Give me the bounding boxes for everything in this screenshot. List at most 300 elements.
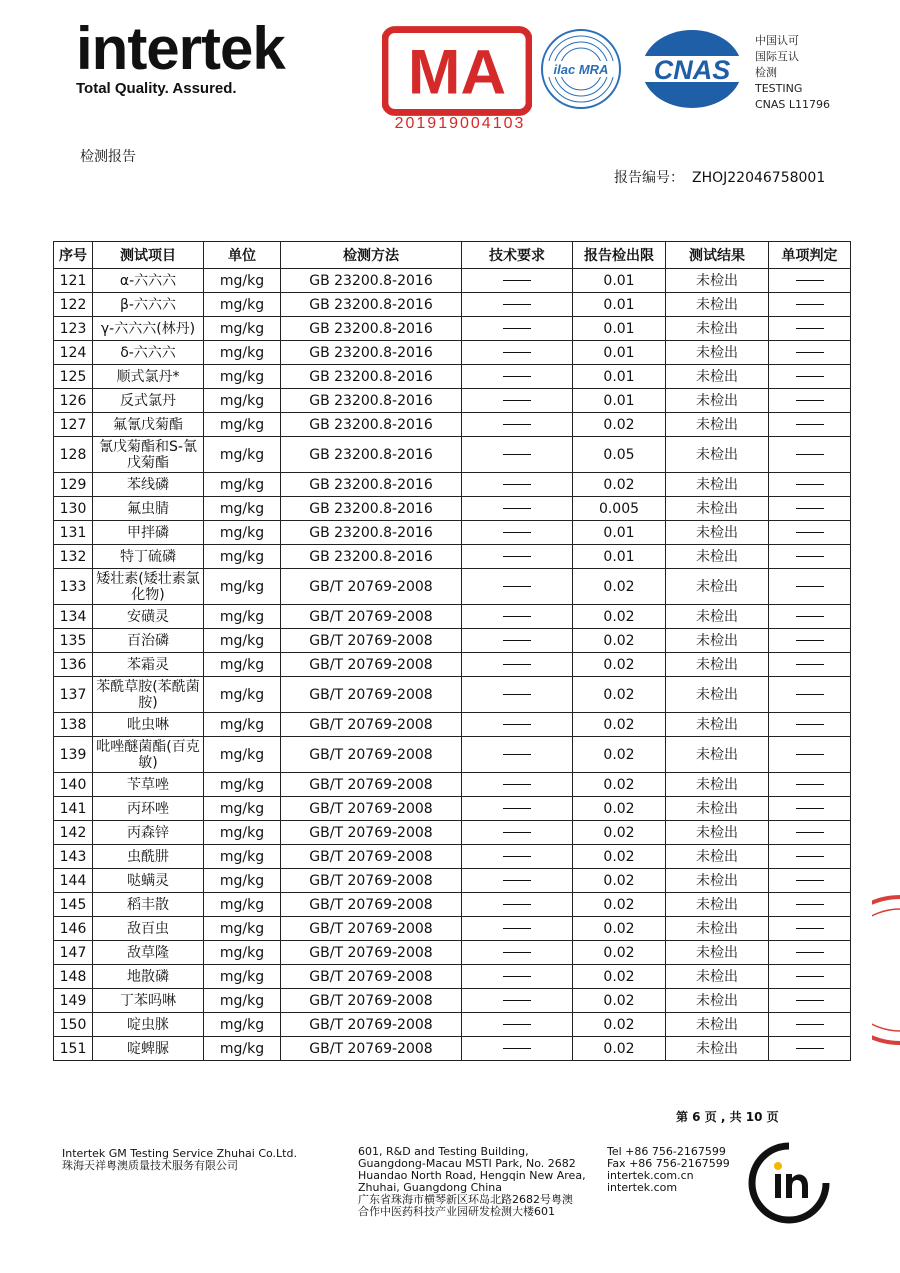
table-row [54, 365, 851, 389]
dash-line [503, 976, 531, 977]
cell-limit: 0.02 [573, 965, 666, 989]
cell-requirement [462, 1013, 573, 1037]
cell-requirement [462, 269, 573, 293]
dash-line [503, 754, 531, 755]
dash-line [503, 280, 531, 281]
cell-no: 143 [54, 845, 93, 869]
logo-tagline: Total Quality. Assured. [76, 80, 237, 97]
cell-no: 139 [54, 737, 93, 773]
cell-verdict [769, 821, 851, 845]
cell-method: GB/T 20769-2008 [281, 821, 462, 845]
cell-requirement [462, 629, 573, 653]
cell-no: 123 [54, 317, 93, 341]
cell-item: α-六六六 [93, 269, 204, 293]
cell-item: 氰戊菊酯和S-氰戊菊酯 [93, 437, 204, 473]
cell-method: GB/T 20769-2008 [281, 797, 462, 821]
cell-limit: 0.01 [573, 521, 666, 545]
cell-method: GB/T 20769-2008 [281, 965, 462, 989]
cell-method: GB 23200.8-2016 [281, 413, 462, 437]
cell-method: GB/T 20769-2008 [281, 677, 462, 713]
cell-requirement [462, 473, 573, 497]
cell-verdict [769, 797, 851, 821]
cell-verdict [769, 413, 851, 437]
cell-limit: 0.02 [573, 605, 666, 629]
cnas-label: CNAS [653, 55, 731, 85]
cell-item: 矮壮素(矮壮素氯化物) [93, 569, 204, 605]
col-header-requirement: 技术要求 [462, 242, 573, 269]
cell-unit: mg/kg [204, 677, 281, 713]
cell-requirement [462, 365, 573, 389]
cell-verdict [769, 1013, 851, 1037]
cell-requirement [462, 893, 573, 917]
cell-result: 未检出 [666, 365, 769, 389]
cell-no: 129 [54, 473, 93, 497]
cell-result: 未检出 [666, 569, 769, 605]
cnas-text-line: TESTING [755, 82, 803, 95]
dash-line [796, 532, 824, 533]
cell-unit: mg/kg [204, 293, 281, 317]
cell-no: 147 [54, 941, 93, 965]
footer-address [358, 1146, 586, 1218]
cell-item: 百治磷 [93, 629, 204, 653]
cell-limit: 0.01 [573, 389, 666, 413]
dash-line [503, 454, 531, 455]
footer-fax: Fax +86 756-2167599 [607, 1157, 730, 1170]
cell-result: 未检出 [666, 341, 769, 365]
cell-no: 137 [54, 677, 93, 713]
cell-result: 未检出 [666, 917, 769, 941]
dash-line [796, 664, 824, 665]
dash-line [503, 1000, 531, 1001]
col-header-result: 测试结果 [666, 242, 769, 269]
cell-item: 哒螨灵 [93, 869, 204, 893]
cell-unit: mg/kg [204, 893, 281, 917]
footer-address-line: 广东省珠海市横琴新区环岛北路2682号粤澳 [358, 1193, 573, 1206]
table-header-row [54, 242, 851, 269]
dash-line [796, 586, 824, 587]
table-row [54, 269, 851, 293]
cell-limit: 0.02 [573, 773, 666, 797]
dash-line [796, 1024, 824, 1025]
dash-line [796, 928, 824, 929]
footer-address-line: Huandao North Road, Hengqin New Area, [358, 1169, 586, 1182]
cell-verdict [769, 893, 851, 917]
cell-limit: 0.02 [573, 797, 666, 821]
cell-no: 136 [54, 653, 93, 677]
cell-no: 128 [54, 437, 93, 473]
col-header-no: 序号 [54, 242, 93, 269]
cell-requirement [462, 1037, 573, 1061]
col-header-unit: 单位 [204, 242, 281, 269]
dash-line [796, 1000, 824, 1001]
cell-unit: mg/kg [204, 497, 281, 521]
cell-requirement [462, 989, 573, 1013]
dash-line [503, 694, 531, 695]
table-row [54, 389, 851, 413]
cell-limit: 0.01 [573, 269, 666, 293]
cell-requirement [462, 521, 573, 545]
cell-requirement [462, 653, 573, 677]
cell-verdict [769, 653, 851, 677]
table-row [54, 941, 851, 965]
cell-method: GB/T 20769-2008 [281, 737, 462, 773]
cell-limit: 0.02 [573, 737, 666, 773]
cell-unit: mg/kg [204, 545, 281, 569]
cell-result: 未检出 [666, 797, 769, 821]
cell-requirement [462, 341, 573, 365]
cell-item: 丁苯吗啉 [93, 989, 204, 1013]
cell-result: 未检出 [666, 545, 769, 569]
dash-line [796, 784, 824, 785]
cell-requirement [462, 869, 573, 893]
dash-line [503, 952, 531, 953]
cell-no: 144 [54, 869, 93, 893]
cell-item: 特丁硫磷 [93, 545, 204, 569]
cell-result: 未检出 [666, 437, 769, 473]
dash-line [796, 556, 824, 557]
table-body [54, 269, 851, 1061]
table-row [54, 893, 851, 917]
cell-no: 151 [54, 1037, 93, 1061]
table-row [54, 713, 851, 737]
dash-line [503, 784, 531, 785]
cell-verdict [769, 941, 851, 965]
footer-address-line: Guangdong-Macau MSTI Park, No. 2682 [358, 1157, 576, 1170]
cell-unit: mg/kg [204, 437, 281, 473]
cnas-text-line: CNAS L11796 [755, 98, 831, 111]
cell-result: 未检出 [666, 1013, 769, 1037]
dash-line [503, 352, 531, 353]
table-row [54, 629, 851, 653]
report-number [614, 167, 825, 187]
dash-line [503, 484, 531, 485]
cell-item: 氟虫腈 [93, 497, 204, 521]
dash-line [503, 724, 531, 725]
cell-method: GB 23200.8-2016 [281, 545, 462, 569]
cell-unit: mg/kg [204, 473, 281, 497]
dash-line [503, 376, 531, 377]
dash-line [796, 484, 824, 485]
cell-verdict [769, 629, 851, 653]
cell-unit: mg/kg [204, 413, 281, 437]
cell-method: GB/T 20769-2008 [281, 773, 462, 797]
dash-line [503, 1048, 531, 1049]
cell-result: 未检出 [666, 965, 769, 989]
cell-unit: mg/kg [204, 821, 281, 845]
cell-method: GB/T 20769-2008 [281, 713, 462, 737]
official-stamp-icon [872, 895, 900, 1045]
cell-requirement [462, 545, 573, 569]
cell-no: 141 [54, 797, 93, 821]
dash-line [503, 400, 531, 401]
cell-limit: 0.02 [573, 941, 666, 965]
cell-unit: mg/kg [204, 341, 281, 365]
table-row [54, 521, 851, 545]
cell-result: 未检出 [666, 989, 769, 1013]
table-row [54, 773, 851, 797]
cell-no: 133 [54, 569, 93, 605]
cell-no: 142 [54, 821, 93, 845]
cell-no: 132 [54, 545, 93, 569]
cell-verdict [769, 845, 851, 869]
cell-requirement [462, 293, 573, 317]
cell-unit: mg/kg [204, 569, 281, 605]
cma-number: 201919004103 [394, 115, 526, 132]
cell-no: 125 [54, 365, 93, 389]
cnas-logo-icon [640, 28, 744, 110]
cell-verdict [769, 569, 851, 605]
cell-limit: 0.02 [573, 413, 666, 437]
cell-unit: mg/kg [204, 1037, 281, 1061]
table-row [54, 1013, 851, 1037]
cell-requirement [462, 965, 573, 989]
table-row [54, 473, 851, 497]
cell-item: 吡虫啉 [93, 713, 204, 737]
cell-unit: mg/kg [204, 941, 281, 965]
table-row [54, 797, 851, 821]
cma-seal-icon [382, 26, 532, 116]
cell-item: 敌草隆 [93, 941, 204, 965]
cell-no: 146 [54, 917, 93, 941]
dash-line [503, 586, 531, 587]
dash-line [503, 616, 531, 617]
table-row [54, 965, 851, 989]
cell-no: 134 [54, 605, 93, 629]
footer-address-line: 601, R&D and Testing Building, [358, 1145, 529, 1158]
cell-verdict [769, 965, 851, 989]
footer-company [62, 1148, 297, 1172]
table-row [54, 545, 851, 569]
cell-verdict [769, 1037, 851, 1061]
cell-item: β-六六六 [93, 293, 204, 317]
cnas-text-line: 国际互认 [755, 50, 799, 63]
table-row [54, 677, 851, 713]
cell-limit: 0.01 [573, 317, 666, 341]
cell-result: 未检出 [666, 845, 769, 869]
cell-item: 地散磷 [93, 965, 204, 989]
cell-verdict [769, 605, 851, 629]
cell-method: GB 23200.8-2016 [281, 317, 462, 341]
cell-verdict [769, 473, 851, 497]
cell-result: 未检出 [666, 677, 769, 713]
cell-no: 127 [54, 413, 93, 437]
cell-limit: 0.05 [573, 437, 666, 473]
table-row [54, 845, 851, 869]
cell-requirement [462, 917, 573, 941]
footer-company-line: 珠海天祥粤澳质量技术服务有限公司 [62, 1159, 238, 1172]
dash-line [503, 328, 531, 329]
dash-line [503, 532, 531, 533]
dash-line [503, 808, 531, 809]
dash-line [796, 856, 824, 857]
cell-no: 122 [54, 293, 93, 317]
dash-line [503, 832, 531, 833]
cell-limit: 0.02 [573, 821, 666, 845]
cell-requirement [462, 737, 573, 773]
cell-no: 135 [54, 629, 93, 653]
table-row [54, 653, 851, 677]
cell-result: 未检出 [666, 269, 769, 293]
cell-result: 未检出 [666, 605, 769, 629]
cell-method: GB 23200.8-2016 [281, 365, 462, 389]
dash-line [796, 352, 824, 353]
cell-no: 121 [54, 269, 93, 293]
intertek-in-icon [748, 1142, 830, 1224]
cell-item: 丙森锌 [93, 821, 204, 845]
table-row [54, 869, 851, 893]
footer-contact [607, 1146, 730, 1194]
dash-line [796, 640, 824, 641]
cell-unit: mg/kg [204, 389, 281, 413]
page-indicator: 第 6 页 , 共 10 页 [676, 1110, 779, 1124]
dash-line [503, 928, 531, 929]
cell-result: 未检出 [666, 869, 769, 893]
cell-verdict [769, 917, 851, 941]
report-title: 检测报告 [80, 149, 136, 165]
cell-unit: mg/kg [204, 869, 281, 893]
ilac-label: ilac MRA [553, 62, 609, 77]
cell-verdict [769, 869, 851, 893]
cell-verdict [769, 773, 851, 797]
dash-line [796, 1048, 824, 1049]
cell-verdict [769, 737, 851, 773]
cell-item: 敌百虫 [93, 917, 204, 941]
table-row [54, 569, 851, 605]
cell-method: GB 23200.8-2016 [281, 497, 462, 521]
dash-line [796, 952, 824, 953]
cell-no: 140 [54, 773, 93, 797]
cell-requirement [462, 389, 573, 413]
table-row [54, 293, 851, 317]
cell-method: GB 23200.8-2016 [281, 389, 462, 413]
cnas-text-line: 检测 [755, 66, 777, 79]
cell-item: 啶虫脒 [93, 1013, 204, 1037]
cnas-text-line: 中国认可 [755, 34, 799, 47]
dash-line [503, 640, 531, 641]
dash-line [796, 508, 824, 509]
cell-item: 苯霜灵 [93, 653, 204, 677]
cell-result: 未检出 [666, 821, 769, 845]
intertek-logo [76, 15, 285, 97]
cell-unit: mg/kg [204, 605, 281, 629]
cell-limit: 0.02 [573, 653, 666, 677]
cell-method: GB/T 20769-2008 [281, 629, 462, 653]
cell-requirement [462, 821, 573, 845]
dash-line [796, 754, 824, 755]
dash-line [796, 904, 824, 905]
cell-requirement [462, 605, 573, 629]
cell-result: 未检出 [666, 521, 769, 545]
cell-item: 苄草唑 [93, 773, 204, 797]
cell-no: 124 [54, 341, 93, 365]
dash-line [796, 328, 824, 329]
cell-limit: 0.02 [573, 917, 666, 941]
cell-result: 未检出 [666, 413, 769, 437]
dash-line [503, 508, 531, 509]
dash-line [796, 280, 824, 281]
dash-line [503, 1024, 531, 1025]
cell-verdict [769, 521, 851, 545]
cell-item: δ-六六六 [93, 341, 204, 365]
dash-line [796, 976, 824, 977]
cell-no: 130 [54, 497, 93, 521]
dash-line [796, 454, 824, 455]
cell-requirement [462, 413, 573, 437]
cell-verdict [769, 713, 851, 737]
cell-limit: 0.02 [573, 845, 666, 869]
cell-result: 未检出 [666, 293, 769, 317]
cell-result: 未检出 [666, 497, 769, 521]
table-row [54, 821, 851, 845]
footer-tel: Tel +86 756-2167599 [607, 1145, 726, 1158]
cell-unit: mg/kg [204, 653, 281, 677]
cell-unit: mg/kg [204, 989, 281, 1013]
footer-address-line: Zhuhai, Guangdong China [358, 1181, 503, 1194]
cell-no: 145 [54, 893, 93, 917]
table-row [54, 605, 851, 629]
dash-line [503, 424, 531, 425]
cell-unit: mg/kg [204, 773, 281, 797]
cell-no: 150 [54, 1013, 93, 1037]
cell-requirement [462, 845, 573, 869]
cell-method: GB/T 20769-2008 [281, 917, 462, 941]
cell-method: GB 23200.8-2016 [281, 437, 462, 473]
cell-method: GB/T 20769-2008 [281, 893, 462, 917]
cell-unit: mg/kg [204, 713, 281, 737]
table-row [54, 737, 851, 773]
col-header-limit: 报告检出限 [573, 242, 666, 269]
dash-line [503, 880, 531, 881]
cell-verdict [769, 269, 851, 293]
table-row [54, 917, 851, 941]
dash-line [796, 832, 824, 833]
cell-result: 未检出 [666, 473, 769, 497]
cell-limit: 0.01 [573, 365, 666, 389]
cell-requirement [462, 497, 573, 521]
cell-no: 131 [54, 521, 93, 545]
cell-item: 丙环唑 [93, 797, 204, 821]
cell-verdict [769, 989, 851, 1013]
footer-company-line: Intertek GM Testing Service Zhuhai Co.Ltd. [62, 1147, 297, 1160]
table-row [54, 413, 851, 437]
cell-result: 未检出 [666, 629, 769, 653]
cell-item: 安磺灵 [93, 605, 204, 629]
table-row [54, 437, 851, 473]
cell-result: 未检出 [666, 713, 769, 737]
cell-limit: 0.02 [573, 473, 666, 497]
cell-verdict [769, 365, 851, 389]
cell-unit: mg/kg [204, 917, 281, 941]
ilac-mra-icon [540, 28, 622, 110]
cell-verdict [769, 293, 851, 317]
dash-line [796, 616, 824, 617]
cell-limit: 0.02 [573, 1037, 666, 1061]
dash-line [796, 424, 824, 425]
table-row [54, 1037, 851, 1061]
cell-requirement [462, 797, 573, 821]
cell-unit: mg/kg [204, 365, 281, 389]
cell-item: 氟氰戊菊酯 [93, 413, 204, 437]
dash-line [796, 694, 824, 695]
cell-method: GB 23200.8-2016 [281, 473, 462, 497]
cell-requirement [462, 941, 573, 965]
footer-address-line: 合作中医药科技产业园研发检测大楼601 [358, 1205, 555, 1218]
cell-unit: mg/kg [204, 1013, 281, 1037]
footer-website: intertek.com.cn [607, 1169, 694, 1182]
cell-no: 126 [54, 389, 93, 413]
dash-line [503, 304, 531, 305]
cell-verdict [769, 677, 851, 713]
